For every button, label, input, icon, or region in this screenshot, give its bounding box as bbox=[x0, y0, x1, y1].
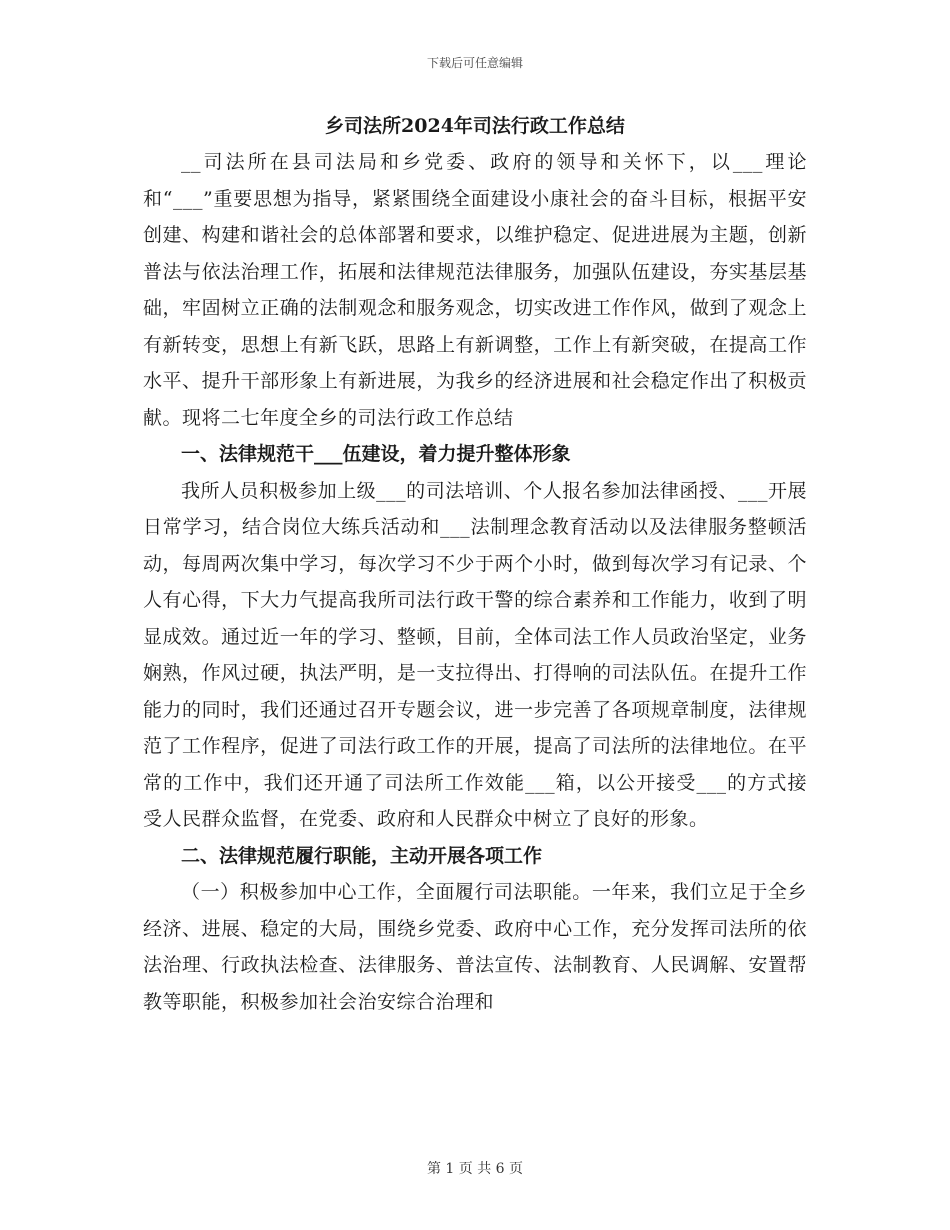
section-1-paragraph: 我所人员积极参加上级___的司法培训、个人报名参加法律函授、___开展日常学习，结合岗位大练兵活动和___法制理念教育活动以及法律服务整顿活动，每周两次集中学习，每次学习不少于两个小时，做到每次学习有记录、个人有心得，下大力气提高我所司法行政干警的综合素养和工作能力，收到了明显成效。通过近一年的学习、整顿，目前，全体司法工作人员政治坚定，业务娴熟，作风过硬，执法严明，是一支拉得出、打得响的司法队伍。在提升工作能力的同时，我们还通过召开专题会议，进一步完善了各项规章制度，法律规范了工作程序，促进了司法行政工作的开展，提高了司法所的法律地位。在平常的工作中，我们还开通了司法所工作效能___箱，以公开接受___的方式接受人民群众监督，在党委、政府和人民群众中树立了良好的形象。 bbox=[143, 479, 807, 830]
page-number: 第 1 页 共 6 页 bbox=[426, 1161, 524, 1177]
section-2-paragraph: （一）积极参加中心工作，全面履行司法职能。一年来，我们立足于全乡经济、进展、稳定的大局，围绕乡党委、政府中心工作，充分发挥司法所的依法治理、行政执法检查、法律服务、普法宣传、法制教育、人民调解、安置帮教等职能，积极参加社会治安综合治理和 bbox=[143, 881, 807, 1013]
document-title: 乡司法所2024年司法行政工作总结 bbox=[325, 115, 625, 137]
document-body bbox=[143, 108, 807, 1020]
page-header-note: 下载后可任意编辑 bbox=[426, 56, 523, 70]
intro-paragraph: __司法所在县司法局和乡党委、政府的领导和关怀下，以___理论和“___”重要思想为指导，紧紧围绕全面建设小康社会的奋斗目标，根据平安创建、构建和谐社会的总体部署和要求，以维护稳定、促进进展为主题，创新普法与依法治理工作，拓展和法律规范法律服务，加强队伍建设，夯实基层基础，牢固树立正确的法制观念和服务观念，切实改进工作作风，做到了观念上有新转变，思想上有新飞跃，思路上有新调整，工作上有新突破，在提高工作水平、提升干部形象上有新进展，为我乡的经济进展和社会稳定作出了积极贡献。现将二七年度全乡的司法行政工作总结 bbox=[143, 151, 807, 429]
section-2-heading: 二、法律规范履行职能，主动开展各项工作 bbox=[181, 844, 543, 867]
section-1-heading: 一、法律规范干___伍建设，着力提升整体形象 bbox=[181, 443, 571, 465]
